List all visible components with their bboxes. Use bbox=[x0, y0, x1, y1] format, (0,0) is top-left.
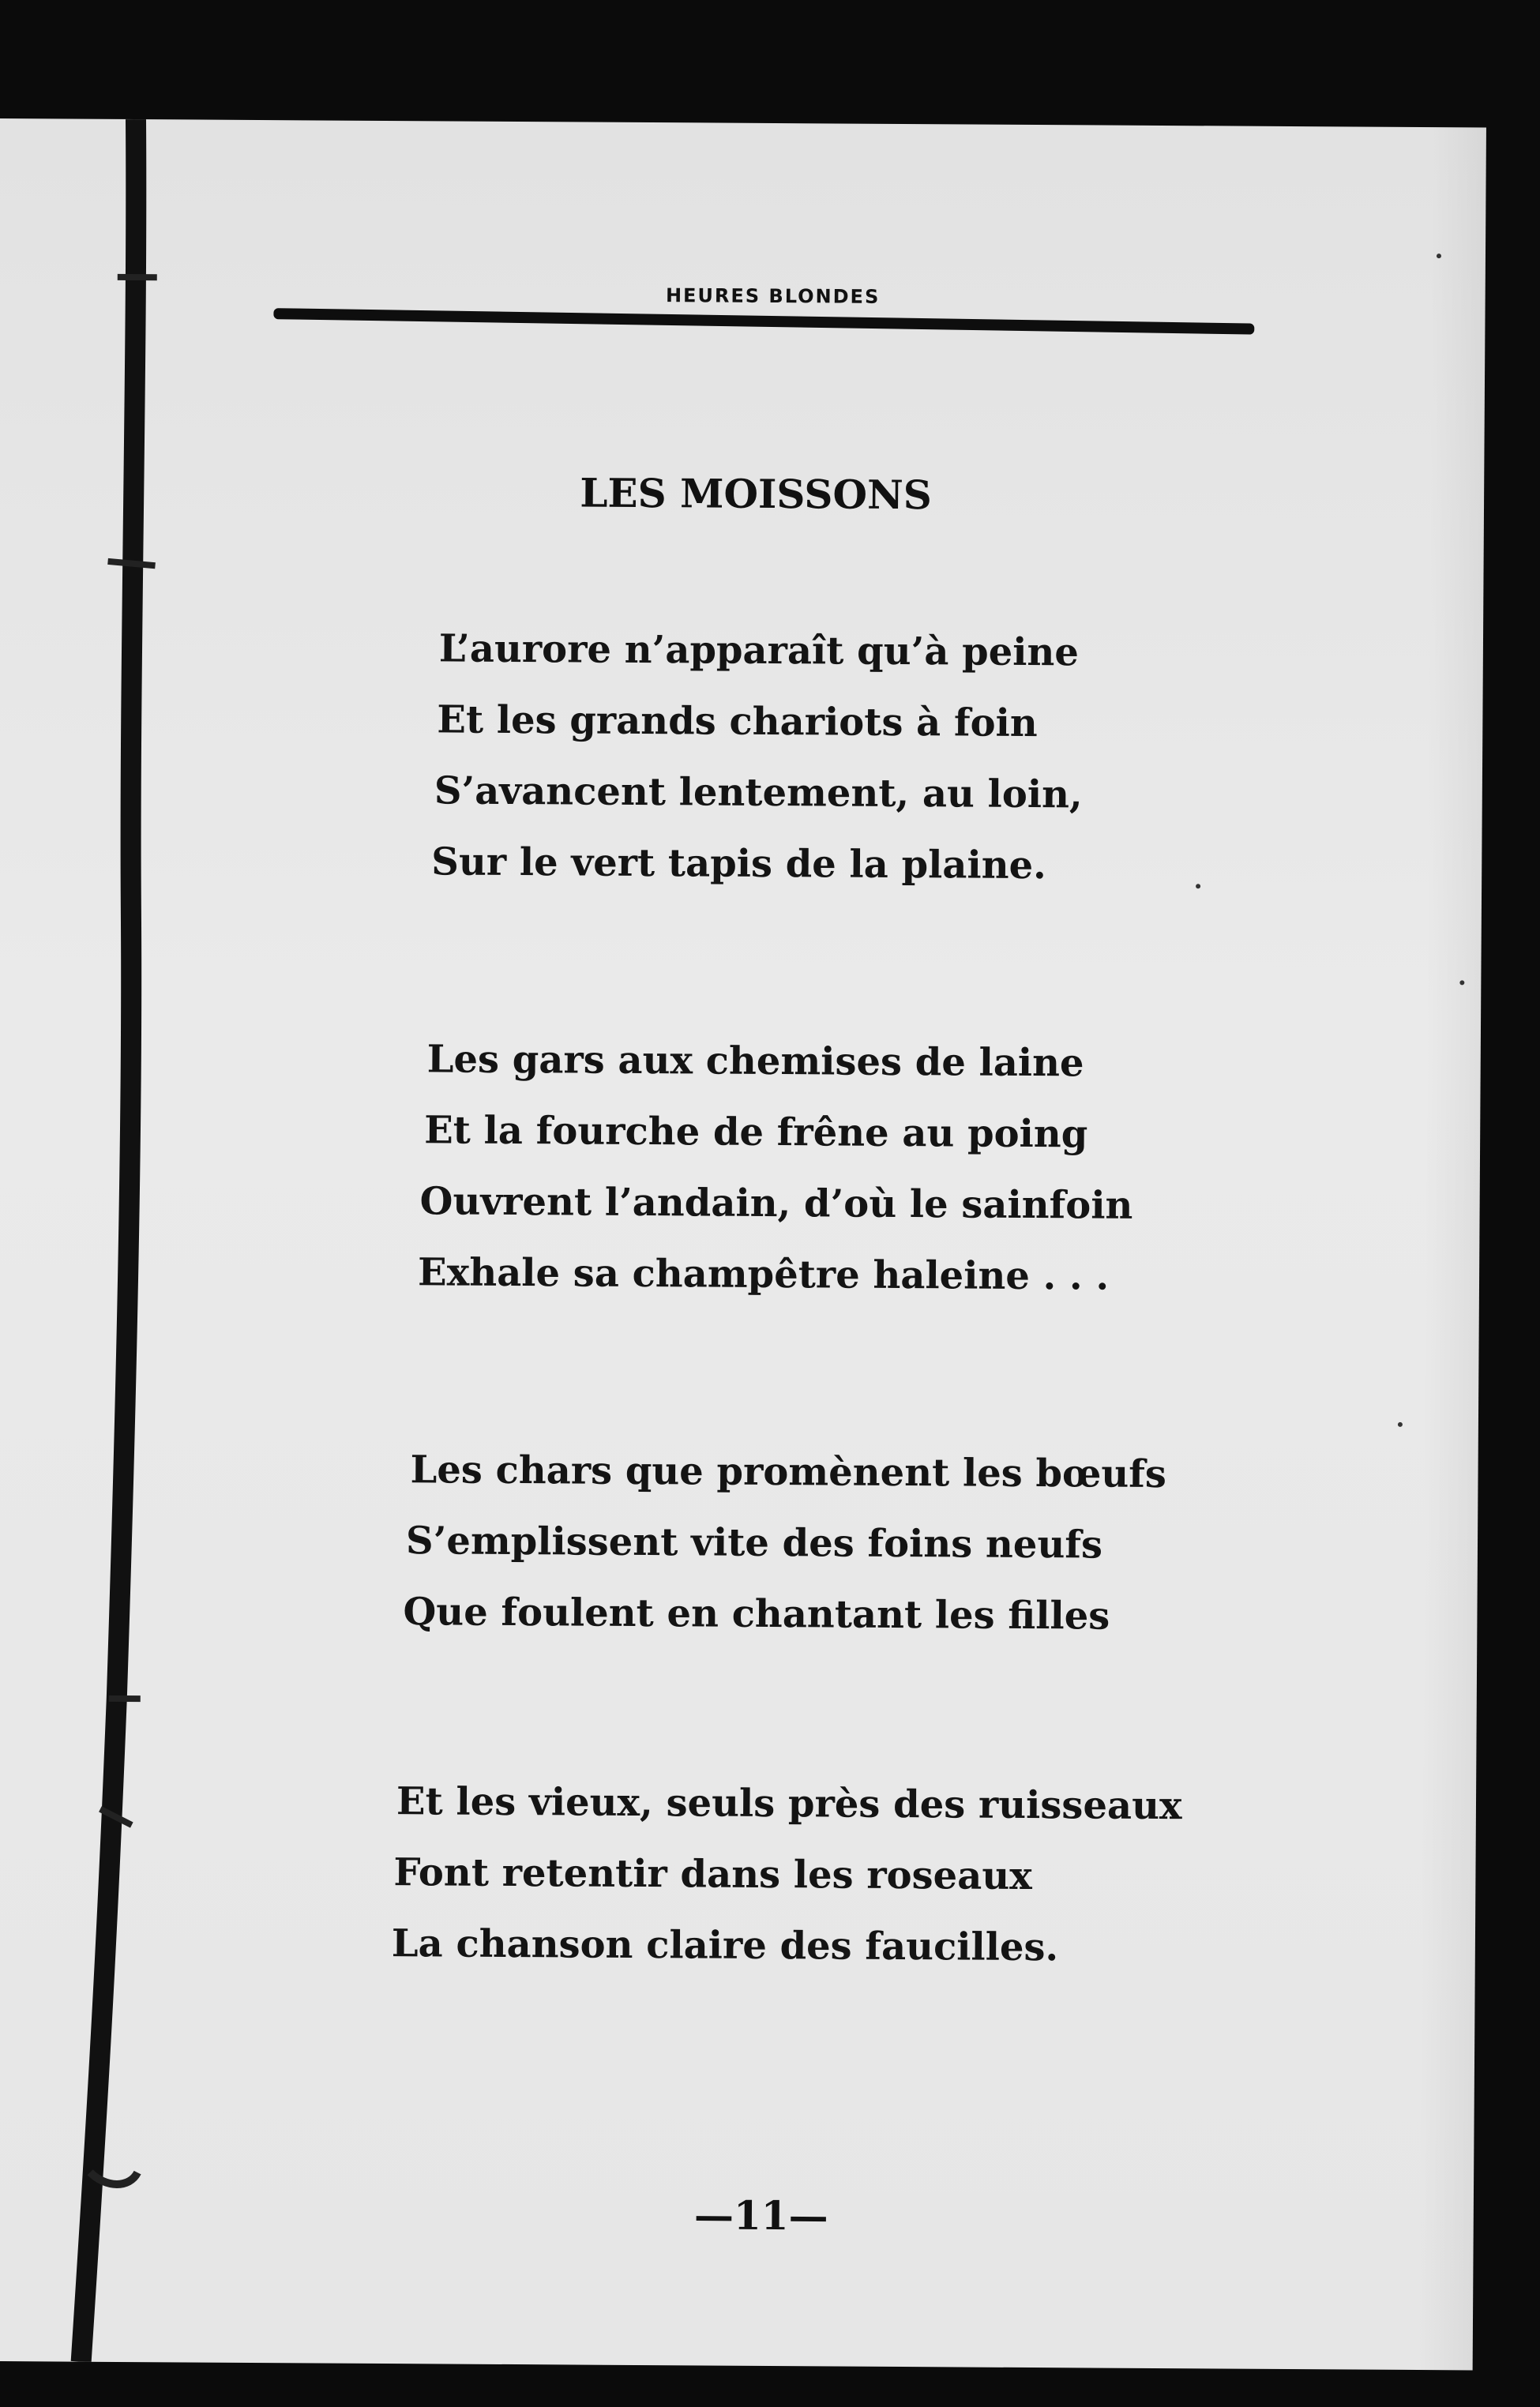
dust-speck bbox=[1196, 884, 1200, 888]
verse-line: Sur le vert tapis de la plaine. bbox=[431, 839, 1047, 888]
dust-speck bbox=[1437, 253, 1441, 258]
book-page bbox=[0, 118, 1486, 2370]
verse-line: La chanson claire des faucilles. bbox=[391, 1921, 1059, 1970]
verse-line: S’avancent lentement, au loin, bbox=[434, 768, 1083, 817]
verse-line: L’aurore n’apparaît qu’à peine bbox=[438, 626, 1080, 675]
dust-speck bbox=[1459, 980, 1464, 985]
poem-title: LES MOISSONS bbox=[580, 469, 933, 519]
page-number: —11— bbox=[693, 2191, 828, 2240]
verse-line: Les gars aux chemises de laine bbox=[426, 1037, 1084, 1086]
verse-line: Et les vieux, seuls près des ruisseaux bbox=[396, 1779, 1182, 1829]
dust-speck bbox=[1398, 1422, 1403, 1427]
verse-line: Exhale sa champêtre haleine . . . bbox=[417, 1250, 1110, 1299]
verse-line: Les chars que promènent les bœufs bbox=[410, 1448, 1167, 1497]
verse-line: S’emplissent vite des foins neufs bbox=[405, 1519, 1103, 1568]
verse-line: Font retentir dans les roseaux bbox=[393, 1850, 1032, 1899]
verse-line: Ouvrent l’andain, d’où le sainfoin bbox=[419, 1179, 1133, 1228]
poem-body bbox=[0, 118, 1486, 2370]
running-header: HEURES BLONDES bbox=[665, 284, 881, 308]
verse-line: Et les grands chariots à foin bbox=[437, 697, 1038, 746]
verse-line: Que foulent en chantant les filles bbox=[403, 1590, 1110, 1639]
verse-line: Et la fourche de frêne au poing bbox=[424, 1108, 1088, 1157]
